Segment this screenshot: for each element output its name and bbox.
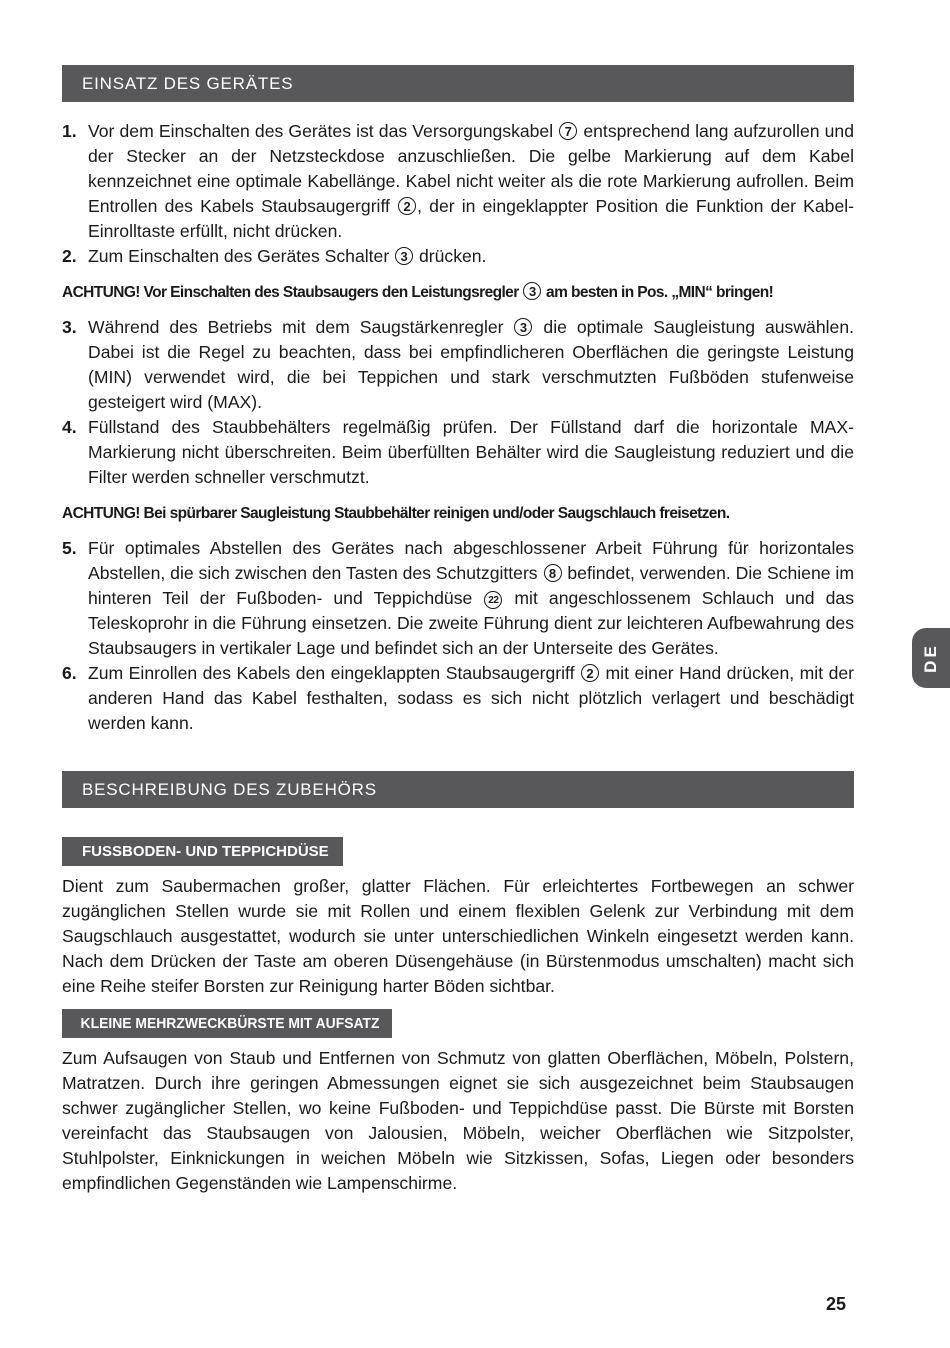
list-item: 3. Während des Betriebs mit dem Saugstärkenregler 3 die optimale Saugleistung auswählen. Dabei ist die Regel zu beachten, dass bei empfindlicheren Oberflächen die geringste Leistung (MIN) verwendet wird, die bei Teppichen und stark verschmutzten Fußböden stufenweise gesteigert wird (MAX). <box>62 317 854 412</box>
steps-list-a <box>62 119 854 269</box>
section-heading-accessories: BESCHREIBUNG DES ZUBEHÖRS <box>62 771 854 808</box>
warning-note-suction: ACHTUNG! Bei spürbarer Saugleistung Staubbehälter reinigen und/oder Saugschlauch freisetzen. <box>62 505 730 522</box>
section-heading-usage: EINSATZ DES GERÄTES <box>62 65 854 102</box>
part-reference-number: 7 <box>559 122 577 140</box>
part-reference-number: 2 <box>581 664 599 682</box>
list-item-number: 2. <box>62 246 77 266</box>
steps-list-c <box>62 536 854 736</box>
part-reference-number: 8 <box>544 564 562 582</box>
part-reference-number: 2 <box>398 197 416 215</box>
subheading-floor-nozzle: FUSSBODEN- UND TEPPICHDÜSE <box>62 837 343 866</box>
language-tab-label: DE <box>921 643 940 673</box>
steps-list-b <box>62 315 854 490</box>
list-item: 4. Füllstand des Staubbehälters regelmäßig prüfen. Der Füllstand darf die horizontale MAX-Markierung nicht überschreiten. Beim überfüllten Behälter wird die Saugleistung reduziert und die Filter werden schneller verschmutzt. <box>62 417 854 487</box>
list-item-number: 6. <box>62 663 77 683</box>
manual-page <box>62 65 854 1196</box>
multipurpose-brush-description: Zum Aufsaugen von Staub und Entfernen von Schmutz von glatten Oberflächen, Möbeln, Polstern, Matratzen. Durch ihre geringen Abmessungen eignet sie sich ausgezeichnet beim Staubsaugen schwer zugänglicher Stellen, wo keine Fußboden- und Teppichdüse passt. Die Bürste mit Borsten vereinfacht das Staubsaugen von Jalousien, Möbeln, weicher Oberflächen wie Sitzpolster, Stuhlpolster, Einknickungen in weichen Möbeln wie Sitzkissen, Sofas, Liegen oder besonders empfindlichen Gegenständen wie Lampenschirme. <box>62 1048 854 1193</box>
list-item-number: 4. <box>62 417 77 437</box>
part-reference-number: 3 <box>514 318 532 336</box>
warning-note-min: ACHTUNG! Vor Einschalten des Staubsaugers den Leistungsregler 3 am besten in Pos. „MIN“ bringen! <box>62 284 774 301</box>
list-item: 5. Für optimales Abstellen des Gerätes nach abgeschlossener Arbeit Führung für horizontales Abstellen, die sich zwischen den Tasten des Schutzgitters 8 befindet, verwenden. Die Schiene im hinteren Teil der Fußboden- und Teppichdüse 22 mit angeschlossenem Schlauch und das Teleskoprohr in die Führung einsetzen. Die zweite Führung dient zur leichteren Aufbewahrung des Staubsaugers in vertikaler Lage und befindet sich an der Unterseite des Gerätes. <box>62 538 855 658</box>
part-reference-number: 3 <box>523 282 541 300</box>
part-reference-number: 22 <box>484 591 502 609</box>
list-item: 1. Vor dem Einschalten des Gerätes ist das Versorgungskabel 7 entsprechend lang aufzurollen und der Stecker an der Netzsteckdose anzuschließen. Die gelbe Markierung auf dem Kabel kennzeichnet eine optimale Kabellänge. Kabel nicht weiter als die rote Markierung aufrollen. Beim Entrollen des Kabels Staubsaugergriff 2 , der in eingeklappter Position die Funktion der Kabel-Einrolltaste erfüllt, nicht drücken. <box>62 121 855 241</box>
list-item: 6. Zum Einrollen des Kabels den eingeklappten Staubsaugergriff 2 mit einer Hand drücken, mit der anderen Hand das Kabel festhalten, sodass es sich nicht plötzlich verlagert und beschädigt werden kann. <box>62 663 855 733</box>
list-item-number: 1. <box>62 121 77 141</box>
part-reference-number: 3 <box>395 247 413 265</box>
language-tab <box>912 628 950 688</box>
list-item: 2. Zum Einschalten des Gerätes Schalter 3 drücken. <box>62 244 854 269</box>
list-item-number: 5. <box>62 538 77 558</box>
subheading-multipurpose-brush: KLEINE MEHRZWECKBÜRSTE MIT AUFSATZ <box>62 1009 392 1038</box>
page-number: 25 <box>826 1294 847 1314</box>
floor-nozzle-description: Dient zum Saubermachen großer, glatter Flächen. Für erleichtertes Fortbewegen an schwer zugänglichen Stellen wurde sie mit Rollen und einem flexiblen Gelenk zur Verbindung mit dem Saugschlauch ausgestattet, wodurch sie unter unterschiedlichen Winkeln eingesetzt werden kann. Nach dem Drücken der Taste am oberen Düsengehäuse (in Bürstenmodus umschalten) macht sich eine Reihe steifer Borsten zur Reinigung harter Böden sichtbar. <box>62 876 854 996</box>
list-item-number: 3. <box>62 317 77 337</box>
